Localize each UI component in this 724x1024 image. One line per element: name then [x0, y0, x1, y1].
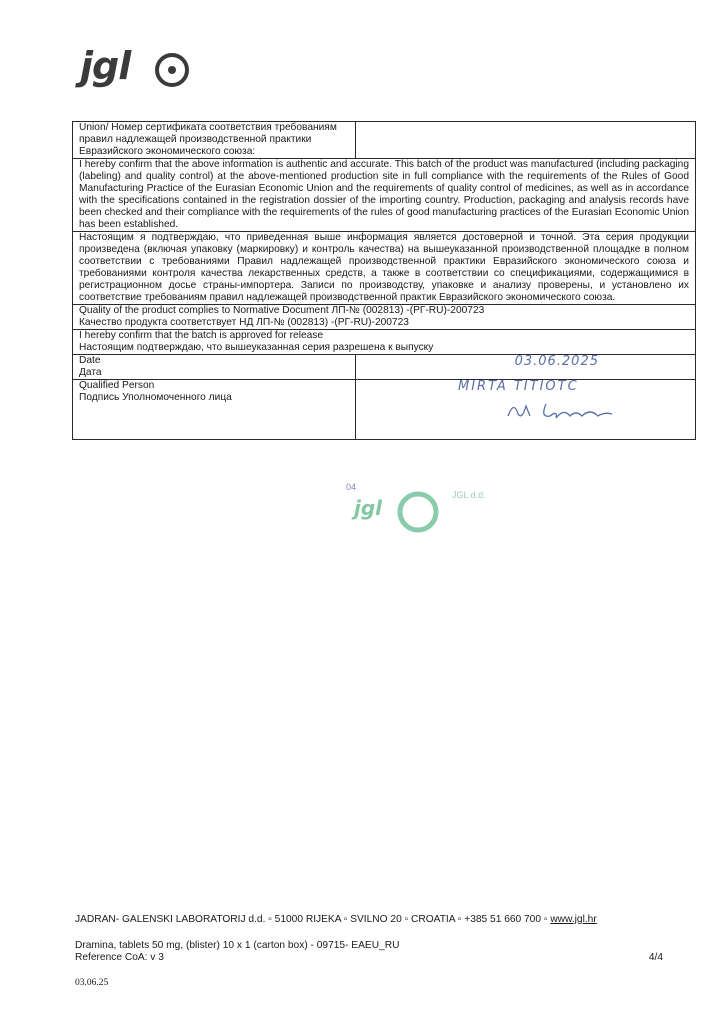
jgl-logo	[80, 42, 210, 98]
handwritten-date: 03.06.2025	[514, 354, 599, 369]
footer-company-line	[75, 914, 663, 925]
qp-en-label: Qualified Person	[79, 380, 155, 391]
certificate-table	[72, 121, 696, 440]
stamp-text: JGL d.d.	[452, 490, 486, 500]
page-number: 4/4	[648, 952, 663, 963]
stamp-number: 04	[346, 482, 357, 492]
confirmation-en-text: I hereby confirm that the above information is authentic and accurate. This batch of the product was manufactured (including packaging (labeling) and quality control) at the above-mentioned production site in full compliance with the requirements of the Rules of Good Manufacturing Practice of the Eurasian Economic Union and the requirements of quality control of medicines, as well as in accordance with the specifications contained in the registration dossier of the importing country. Production, packaging and analysis records have been checked and their compliance with the requirements of the rules of good manufacturing practices of the Eurasian Economic Union has been established.	[73, 159, 696, 232]
cert-number-value	[356, 122, 696, 159]
cert-number-label: Union/ Номер сертификата соответствия требованиям правил надлежащей производственной практики Евразийского экономического союза:	[73, 122, 356, 159]
signature-icon	[506, 398, 616, 422]
confirmation-en-row	[73, 159, 696, 232]
release-ru-text: Настоящим подтверждаю, что вышеуказанная серия разрешена к выпуску	[79, 342, 434, 353]
print-date: 03.06.25	[75, 978, 109, 988]
company-stamp	[346, 478, 496, 536]
quality-row	[73, 305, 696, 330]
footer-website-link[interactable]: www.jgl.hr	[550, 914, 597, 925]
stamp-swirl-icon	[396, 490, 440, 534]
confirmation-ru-row	[73, 232, 696, 305]
handwritten-name: MIRTA TITIOTC	[458, 379, 579, 394]
logo-text: jgl	[80, 44, 131, 88]
qp-ru-label: Подпись Уполномоченного лица	[79, 392, 232, 403]
qp-signature-cell	[356, 380, 696, 440]
confirmation-ru-text: Настоящим я подтверждаю, что приведенная выше информация является достоверной и точной. Эта серия продукции произведена (включая упаковку (маркировку) и контроль качества) на вышеуказанной производственной площадке в полном соответствии с требованиями Правил надлежащей производственной практики Евразийского экономического союза и требованиями контроля качества лекарственных средств, а также в соответствии со спецификациями, содержащимися в регистрационном досье страны-импортера. Записи по производству, упаковке и анализу проверены, и установлено их соответствие требованиям правил надлежащей производственной практик Евразийского экономического союза.	[73, 232, 696, 305]
jgl-swirl-icon	[154, 52, 190, 88]
qualified-person-row	[73, 380, 696, 440]
date-ru-label: Дата	[79, 367, 102, 378]
footer-reference: Reference CoA: v 3	[75, 952, 164, 963]
cert-number-row	[73, 122, 696, 159]
date-en-label: Date	[79, 355, 101, 366]
release-row	[73, 330, 696, 355]
footer-product: Dramina, tablets 50 mg, (blister) 10 x 1 (carton box) - 09715- EAEU_RU	[75, 940, 400, 951]
quality-ru-text: Качество продукта соответствует НД ЛП-№ (002813) -(РГ-RU)-200723	[79, 317, 409, 328]
footer-company: JADRAN- GALENSKI LABORATORIJ d.d. ▫ 51000 RIJEKA ▫ SVILNO 20 ▫ CROATIA ▫ +385 51 660 700 ▫	[75, 914, 548, 925]
stamp-logo-text: jgl	[354, 496, 383, 520]
quality-en-text: Quality of the product complies to Normative Document ЛП-№ (002813) -(РГ-RU)-200723	[79, 305, 485, 316]
date-value-cell	[356, 355, 696, 380]
date-row	[73, 355, 696, 380]
release-en-text: I hereby confirm that the batch is approved for release	[79, 330, 324, 341]
footer-reference-line	[75, 952, 663, 963]
